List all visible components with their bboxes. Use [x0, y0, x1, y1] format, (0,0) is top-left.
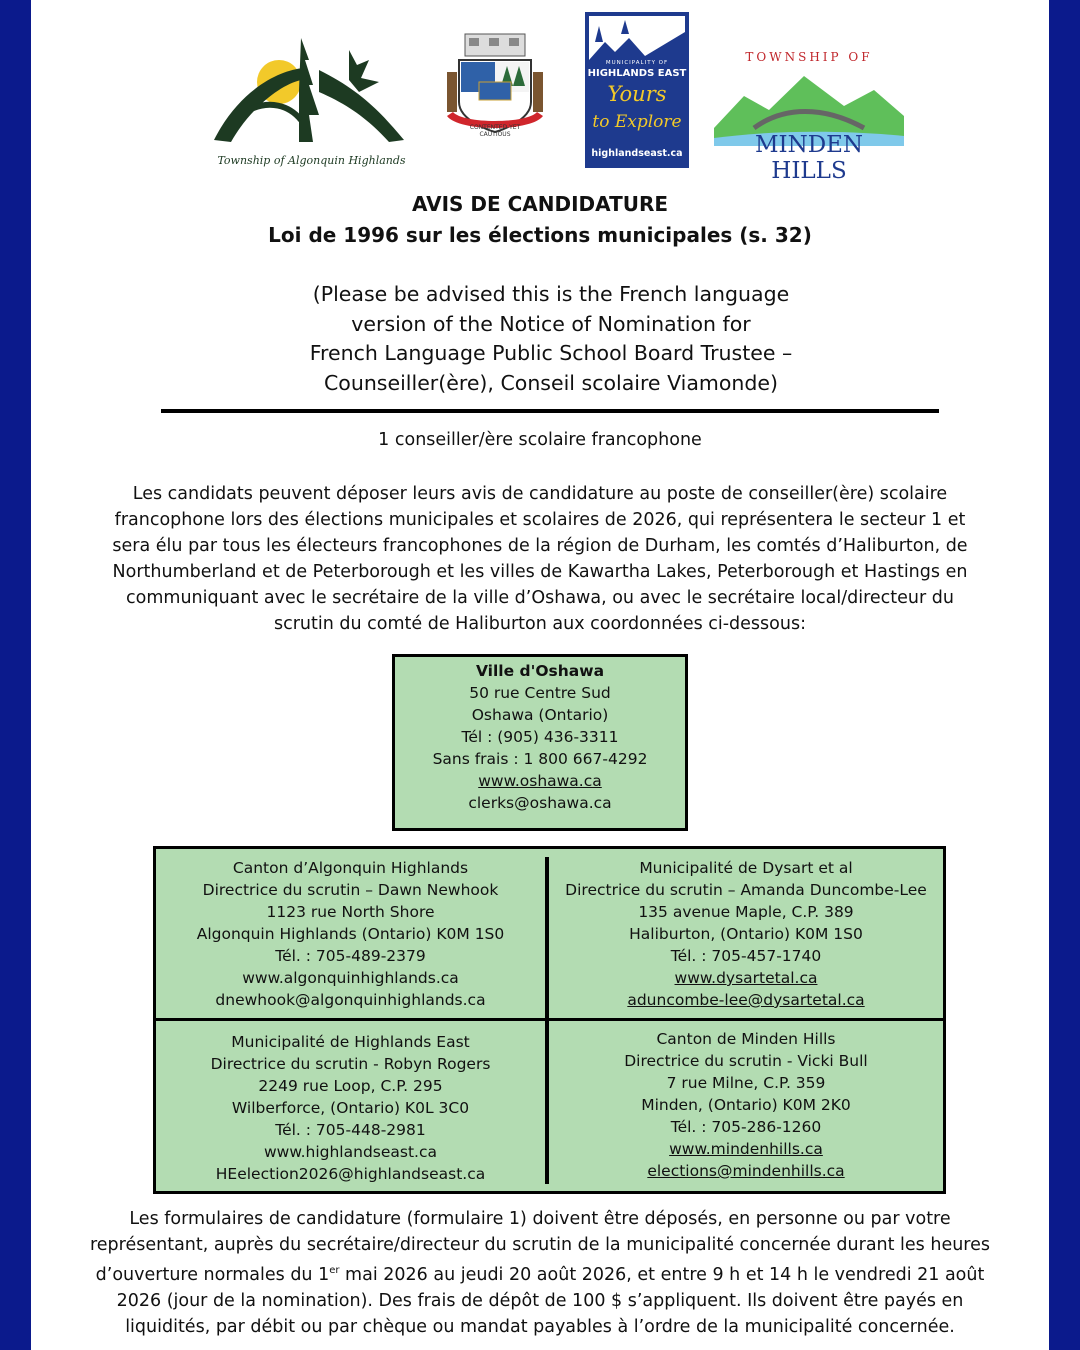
contact-phone: Tél. : 705-286-1260 [670, 1118, 822, 1136]
advisory-line: version of the Notice of Nomination for [351, 311, 751, 336]
footer-line [81, 1258, 999, 1288]
contact-city: Haliburton, (Ontario) K0M 1S0 [629, 925, 863, 943]
contact-cell-highlands-east [156, 1031, 545, 1185]
contact-phone: Tél. : 705-489-2379 [275, 947, 426, 965]
contact-name: Municipalité de Dysart et al [639, 859, 853, 877]
contact-officer: Directrice du scrutin – Amanda Duncombe-Lee [565, 881, 927, 899]
contact-cell-minden-hills [549, 1028, 943, 1182]
advisory-line: Counseiller(ère), Conseil scolaire Viamonde) [323, 370, 779, 395]
contact-officer: Directrice du scrutin – Dawn Newhook [202, 881, 499, 899]
oshawa-phone: Tél : (905) 436-3311 [461, 728, 619, 746]
notice-subtitle: Loi de 1996 sur les élections municipales (s. 32) [268, 223, 812, 247]
highlands-east-logo [585, 12, 689, 168]
contact-email: HEelection2026@highlandseast.ca [215, 1165, 486, 1183]
crest-motto: CONTENTED YET CAUTIOUS [469, 124, 521, 138]
contact-website-link[interactable]: www.mindenhills.ca [669, 1140, 823, 1158]
oshawa-website-link[interactable]: www.oshawa.ca [478, 772, 602, 790]
intro-line: Les candidats peuvent déposer leurs avis de candidature au poste de conseiller(ère) scolaire [132, 484, 948, 504]
contact-city: Wilberforce, (Ontario) K0L 3C0 [231, 1099, 470, 1117]
footer-line: 2026 (jour de la nomination). Des frais de dépôt de 100 $ s’appliquent. Ils doivent être payés en [116, 1290, 964, 1311]
contact-phone: Tél. : 705-448-2981 [275, 1121, 426, 1139]
dysart-crest-logo [439, 32, 551, 144]
oshawa-contact-box [392, 654, 688, 831]
contact-name: Municipalité de Highlands East [231, 1033, 470, 1051]
footer-line: représentant, auprès du secrétaire/directeur du scrutin de la municipalité concernée durant les heures [89, 1235, 991, 1255]
contact-email: dnewhook@algonquinhighlands.ca [215, 991, 486, 1009]
contact-cell-algonquin [156, 857, 545, 1011]
contact-phone: Tél. : 705-457-1740 [670, 947, 822, 965]
footer-line: Les formulaires de candidature (formulaire 1) doivent être déposés, en personne ou par votre [129, 1209, 951, 1229]
contact-email-link[interactable]: elections@mindenhills.ca [647, 1162, 845, 1180]
filing-instructions [81, 1206, 999, 1340]
contact-website-link[interactable]: www.dysartetal.ca [674, 969, 818, 987]
contacts-grid [153, 846, 946, 1194]
contact-address: 1123 rue North Shore [266, 903, 435, 921]
he-slogan-2: to Explore [592, 112, 682, 132]
intro-line: Northumberland et de Peterborough et les villes de Kawartha Lakes, Peterborough et Hastings en [112, 562, 968, 582]
oshawa-city: Oshawa (Ontario) [471, 706, 609, 724]
language-advisory [211, 280, 891, 398]
contact-website: www.algonquinhighlands.ca [242, 969, 459, 987]
contact-city: Algonquin Highlands (Ontario) K0M 1S0 [196, 925, 505, 943]
contact-officer: Directrice du scrutin - Vicki Bull [624, 1052, 868, 1070]
oshawa-address: 50 rue Centre Sud [469, 684, 611, 702]
contact-address: 2249 rue Loop, C.P. 295 [258, 1077, 443, 1095]
minden-hills-logo [714, 44, 904, 184]
he-slogan-1: Yours [607, 82, 667, 106]
contact-name: Canton d’Algonquin Highlands [232, 859, 469, 877]
contact-officer: Directrice du scrutin - Robyn Rogers [210, 1055, 491, 1073]
algonquin-caption: Township of Algonquin Highlands [217, 154, 406, 167]
intro-paragraph [101, 481, 979, 637]
contact-name: Canton de Minden Hills [656, 1030, 836, 1048]
oshawa-tollfree: Sans frais : 1 800 667-4292 [432, 750, 648, 768]
divider [161, 409, 939, 413]
contact-website: www.highlandseast.ca [263, 1143, 437, 1161]
minden-top-text: TOWNSHIP OF [745, 50, 873, 64]
intro-line: francophone lors des élections municipales et scolaires de 2026, qui représentera le secteur 1 et [114, 510, 966, 530]
contact-address: 7 rue Milne, C.P. 359 [666, 1074, 826, 1092]
contact-email-link[interactable]: aduncombe-lee@dysartetal.ca [627, 991, 865, 1009]
footer-superscript: er [329, 1265, 340, 1276]
he-url: highlandseast.ca [591, 148, 683, 159]
contact-city: Minden, (Ontario) K0M 2K0 [641, 1096, 851, 1114]
he-top-text: MUNICIPALITY OF [605, 60, 669, 66]
oshawa-email: clerks@oshawa.ca [468, 794, 612, 812]
intro-line: sera élu par tous les électeurs francophones de la région de Durham, les comtés d’Haliburton, de [112, 536, 968, 556]
logo-strip [31, 0, 1049, 184]
position-line: 1 conseiller/ère scolaire francophone [378, 430, 702, 450]
advisory-line: (Please be advised this is the French language [312, 282, 790, 306]
highlands-east-graphic [585, 12, 689, 64]
contact-cell-dysart [549, 857, 943, 1011]
footer-line: liquidités, par débit ou par chèque ou mandat payables à l’ordre de la municipalité concernée. [125, 1316, 955, 1337]
advisory-line: French Language Public School Board Trustee – [309, 341, 793, 365]
grid-divider-horizontal [156, 1018, 943, 1021]
footer-text: mai 2026 au jeudi 20 août 2026, et entre 9 h et 14 h le vendredi 21 août [339, 1264, 985, 1285]
footer-text: d’ouverture normales du 1 [95, 1264, 330, 1285]
intro-line: communiquant avec le secrétaire de la ville d’Oshawa, ou avec le secrétaire local/directeur du [126, 588, 954, 608]
intro-line: scrutin du comté de Haliburton aux coordonnées ci-dessous: [274, 614, 806, 634]
minden-name: MINDEN HILLS [754, 132, 864, 184]
algonquin-logo-graphic [209, 30, 414, 172]
he-name: HIGHLANDS EAST [587, 68, 687, 79]
notice-page [31, 0, 1049, 1350]
algonquin-highlands-logo [209, 30, 414, 172]
contact-address: 135 avenue Maple, C.P. 389 [638, 903, 854, 921]
oshawa-name: Ville d'Oshawa [475, 662, 605, 680]
notice-title: AVIS DE CANDIDATURE [411, 192, 669, 216]
